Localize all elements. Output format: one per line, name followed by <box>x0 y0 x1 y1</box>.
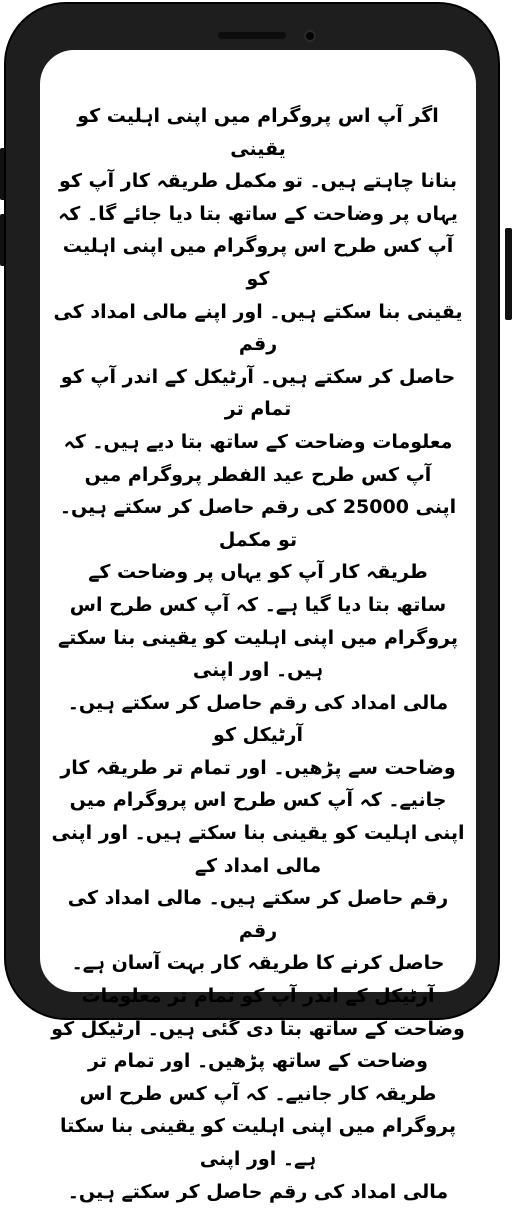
article-text: اگر آپ اس پروگرام میں اپنی اہلیت کو یقینی بنانا چاہتے ہیں۔ تو مکمل طریقہ کار آپ کو یہاں پر وضاحت کے ساتھ بتا دیا جائے گا۔ کہ آپ کس طرح اس پروگرام میں اپنی اہلیت کو یقینی بنا سکتے ہیں۔ اور اپنے مالی امداد کی رقم حاصل کر سکتے ہیں۔ آرٹیکل کے اندر آپ کو تمام تر معلومات وضاحت کے ساتھ بتا دیے ہیں۔ کہ آپ کس طرح عید الفطر پروگرام میں اپنی 25000 کی رقم حاصل کر سکتے ہیں۔ تو مکمل طریقہ کار آپ کو یہاں پر وضاحت کے ساتھ بتا دیا گیا ہے۔ کہ آپ کس طرح اس پروگرام میں اپنی اہلیت کو یقینی بنا سکتے ہیں۔ اور اپنی مالی امداد کی رقم حاصل کر سکتے ہیں۔ آرٹیکل کو وضاحت سے پڑھیں۔ اور تمام تر طریقہ کار جانیے۔ کہ آپ کس طرح اس پروگرام میں اپنی اہلیت کو یقینی بنا سکتے ہیں۔ اور اپنی مالی امداد کے رقم حاصل کر سکتے ہیں۔ مالی امداد کی رقم حاصل کرنے کا طریقہ کار بہت آسان ہے۔ آرٹیکل کے اندر آپ کو تمام تر معلومات وضاحت کے ساتھ بتا دی گئی ہیں۔ آرٹیکل کو وضاحت کے ساتھ پڑھیں۔ اور تمام تر طریقہ کار جانیے۔ کہ آپ کس طرح اس پروگرام میں اپنی اہلیت کو یقینی بنا سکتا ہے۔ اور اپنی مالی امداد کی رقم حاصل کر سکتے ہیں۔ <box>51 105 465 1203</box>
speaker-grille-icon <box>218 32 286 39</box>
phone-screen[interactable] <box>40 50 476 1203</box>
power-button <box>505 228 512 320</box>
phone-frame <box>4 2 500 1203</box>
front-camera-icon <box>304 30 316 42</box>
